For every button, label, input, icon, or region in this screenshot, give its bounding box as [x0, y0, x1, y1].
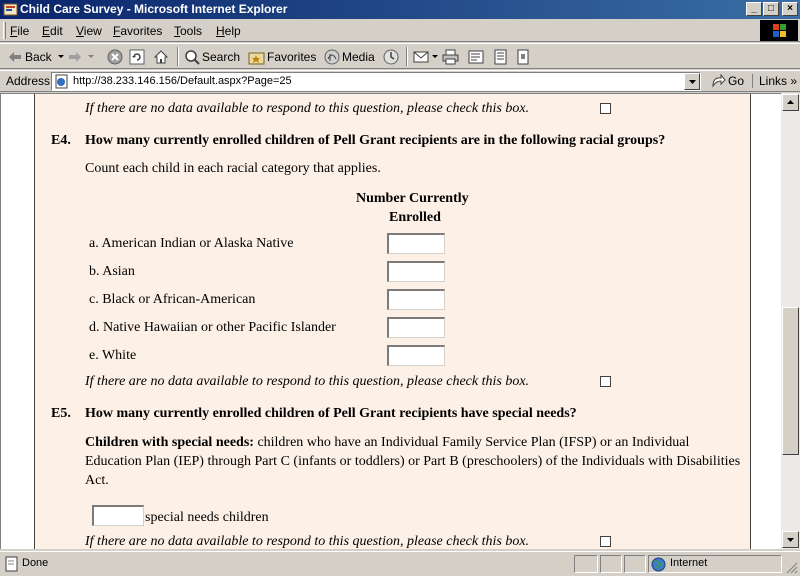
search-icon [184, 49, 200, 65]
question-text: How many currently enrolled children of Pell Grant recipients are in the following racial groups? [85, 133, 666, 148]
status-panel [624, 555, 646, 573]
race-label: e. White [89, 348, 137, 363]
minimize-button[interactable]: _ [746, 2, 762, 16]
title-bar [0, 0, 800, 19]
race-label: c. Black or African-American [89, 292, 256, 307]
menu-edit[interactable]: Edit [42, 24, 63, 38]
scroll-thumb[interactable] [782, 307, 799, 455]
address-dropdown-button[interactable] [684, 73, 700, 90]
no-data-note: If there are no data available to respond to this question, please check this box. [85, 101, 530, 116]
race-count-input[interactable] [387, 261, 445, 282]
address-bar [0, 70, 800, 92]
menu-view[interactable]: View [76, 24, 102, 38]
scroll-up-button[interactable] [782, 94, 799, 111]
history-button[interactable] [382, 48, 400, 66]
back-arrow-icon [8, 51, 22, 63]
go-arrow-icon [711, 74, 726, 88]
special-needs-input-label: special needs children [145, 510, 269, 525]
toolbar-separator [406, 47, 408, 66]
windows-logo-icon [760, 20, 798, 41]
forward-button[interactable] [68, 48, 94, 66]
chevron-down-icon [432, 55, 438, 59]
no-data-checkbox[interactable] [600, 536, 611, 547]
printer-icon [442, 49, 459, 65]
forward-arrow-icon [68, 51, 82, 63]
question-text: How many currently enrolled children of Pell Grant recipients have special needs? [85, 406, 577, 421]
media-icon [324, 49, 340, 65]
menu-grip [3, 22, 6, 39]
race-count-input[interactable] [387, 345, 445, 366]
no-data-checkbox[interactable] [600, 376, 611, 387]
no-data-checkbox[interactable] [600, 103, 611, 114]
status-panel [600, 555, 622, 573]
special-needs-count-input[interactable] [92, 505, 144, 526]
refresh-icon [129, 49, 145, 65]
search-button[interactable]: Search [184, 48, 240, 66]
chevron-down-icon [88, 55, 94, 59]
edit-button[interactable] [468, 48, 485, 66]
menu-bar [0, 19, 800, 42]
race-label: b. Asian [89, 264, 135, 279]
arrow-down-icon [787, 538, 794, 542]
window-title: Child Care Survey - Microsoft Internet Explorer [20, 2, 288, 16]
question-number: E5. [51, 406, 71, 421]
chevron-down-icon [58, 55, 64, 59]
toolbar-separator [177, 47, 179, 66]
stop-button[interactable] [107, 48, 123, 66]
media-button[interactable]: Media [324, 48, 375, 66]
favorites-folder-icon [248, 50, 265, 65]
race-count-input[interactable] [387, 317, 445, 338]
security-zone-panel [648, 555, 782, 573]
standard-toolbar [0, 43, 800, 69]
chevron-down-icon [689, 80, 696, 84]
status-bar [0, 551, 800, 576]
menu-help[interactable]: Help [216, 24, 241, 38]
race-count-input[interactable] [387, 289, 445, 310]
page-done-icon [4, 556, 20, 572]
page-icon [54, 74, 70, 89]
go-button[interactable]: Go [711, 74, 744, 88]
edit-page-icon [468, 49, 485, 65]
ie-icon [3, 2, 18, 17]
history-icon [382, 49, 400, 65]
scroll-down-button[interactable] [782, 531, 799, 548]
arrow-up-icon [787, 100, 794, 104]
status-text: Done [22, 557, 49, 569]
maximize-button[interactable]: □ [763, 2, 779, 16]
resize-grip-icon[interactable] [786, 562, 798, 574]
survey-page [34, 94, 751, 549]
stop-icon [107, 49, 123, 65]
mail-button[interactable] [413, 48, 438, 66]
discuss-icon [493, 49, 508, 65]
vertical-scrollbar[interactable] [781, 93, 800, 549]
close-button[interactable]: × [782, 2, 798, 16]
address-url: http://38.233.146.156/Default.aspx?Page=25 [73, 75, 292, 87]
menu-favorites[interactable]: Favorites [113, 24, 163, 38]
print-button[interactable] [442, 48, 459, 66]
favorites-button[interactable]: Favorites [248, 48, 316, 66]
question-instruction: Count each child in each racial category that applies. [85, 161, 381, 176]
back-button[interactable]: Back [8, 48, 64, 66]
home-icon [153, 49, 169, 65]
discuss-button[interactable] [493, 48, 508, 66]
question-number: E4. [51, 133, 71, 148]
links-chevron-icon: » [790, 74, 798, 88]
column-header: Number Currently [356, 191, 469, 206]
address-input[interactable] [51, 72, 701, 91]
mail-icon [413, 49, 430, 65]
status-panel [574, 555, 598, 573]
links-button[interactable]: Links » [752, 74, 797, 88]
no-data-note: If there are no data available to respond to this question, please check this box. [85, 374, 530, 389]
content-viewport [0, 93, 781, 549]
messenger-icon [517, 49, 529, 65]
address-label: Address [6, 74, 51, 88]
security-zone-text: Internet [670, 557, 708, 569]
messenger-button[interactable] [517, 48, 529, 66]
refresh-button[interactable] [129, 48, 145, 66]
race-label: d. Native Hawaiian or other Pacific Islander [89, 320, 336, 335]
menu-tools[interactable]: Tools [174, 24, 203, 38]
globe-icon [651, 557, 666, 572]
no-data-note: If there are no data available to respond to this question, please check this box. [85, 534, 530, 549]
special-needs-definition: Children with special needs: children who have an Individual Family Service Plan (IFSP) or an Individual Education Plan (IEP) through Part C (infants or toddlers) or Part B (preschoolers) of the Individuals with Disabilities Act. [85, 435, 741, 488]
race-label: a. American Indian or Alaska Native [89, 236, 294, 251]
menu-file[interactable]: File [10, 24, 30, 38]
race-count-input[interactable] [387, 233, 445, 254]
home-button[interactable] [153, 48, 169, 66]
column-header: Enrolled [389, 210, 441, 225]
